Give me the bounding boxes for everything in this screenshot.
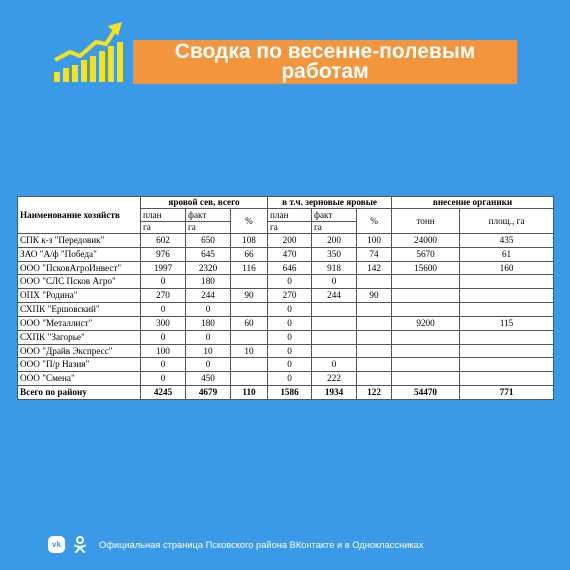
table-cell [312, 303, 357, 317]
name-header: Наименование хозяйств [18, 197, 141, 234]
table-cell: 0 [268, 303, 312, 317]
table-cell: 244 [312, 289, 357, 303]
group-header-grain: в т.ч. зерновые яровые [268, 197, 392, 209]
table-cell: 115 [460, 316, 554, 330]
table-cell: 0 [141, 275, 186, 289]
table-cell [231, 358, 268, 372]
table-cell [392, 358, 460, 372]
unit-ha: га [186, 222, 231, 234]
fact-header: факт [186, 209, 231, 222]
table-cell [231, 372, 268, 386]
table-cell: 122 [357, 386, 392, 400]
table-cell [357, 344, 392, 358]
unit-ha: га [268, 222, 312, 234]
table-cell: 0 [141, 372, 186, 386]
table-cell [357, 303, 392, 317]
table-cell: 602 [141, 234, 186, 248]
group-header-organic: внесение органики [392, 197, 554, 209]
table-row [18, 275, 554, 289]
table-cell: 90 [357, 289, 392, 303]
table-cell [357, 275, 392, 289]
table-row [18, 303, 554, 317]
farm-name: ООО "ПсковАгроИнвест" [18, 261, 141, 275]
table-cell: 0 [312, 275, 357, 289]
table-cell: 650 [186, 234, 231, 248]
table-cell: 645 [186, 247, 231, 261]
table-cell [312, 316, 357, 330]
table-cell [357, 358, 392, 372]
table-cell [392, 289, 460, 303]
table-cell [392, 330, 460, 344]
table-cell: 5670 [392, 247, 460, 261]
table-cell: 0 [268, 344, 312, 358]
table-cell [460, 330, 554, 344]
table-row [18, 261, 554, 275]
farm-name: ЗАО "А/ф "Победа" [18, 247, 141, 261]
footer [48, 536, 424, 553]
table-cell: 350 [312, 247, 357, 261]
table-cell: 470 [268, 247, 312, 261]
table-cell: 244 [186, 289, 231, 303]
tons-header: тонн [392, 209, 460, 234]
farm-name: СПК к-з "Передовик" [18, 234, 141, 248]
table-cell: 110 [231, 386, 268, 400]
farm-name: ООО "Металлист" [18, 316, 141, 330]
table-cell: 54470 [392, 386, 460, 400]
table-cell: 918 [312, 261, 357, 275]
table-cell [231, 330, 268, 344]
table-cell [231, 303, 268, 317]
table-row [18, 372, 554, 386]
table-cell [392, 344, 460, 358]
table-cell [392, 303, 460, 317]
table-cell: 180 [186, 275, 231, 289]
table-cell: 0 [268, 275, 312, 289]
table-cell: 15600 [392, 261, 460, 275]
table-cell: 116 [231, 261, 268, 275]
group-header-spring-sowing: яровой сев, всего [141, 197, 268, 209]
table-cell: 200 [312, 234, 357, 248]
table-cell: 300 [141, 316, 186, 330]
farm-name: ООО "СЛС Псков Агро" [18, 275, 141, 289]
plan-header: план [268, 209, 312, 222]
table-cell [460, 344, 554, 358]
table-cell [357, 316, 392, 330]
farm-name: ООО "Драйв Экспресс" [18, 344, 141, 358]
table-row [18, 234, 554, 248]
table-cell: 90 [231, 289, 268, 303]
table-cell: 60 [231, 316, 268, 330]
table-cell: 10 [231, 344, 268, 358]
farm-name: Всего по району [18, 386, 141, 400]
farm-name: ООО "П/р Назия" [18, 358, 141, 372]
table-cell: 100 [357, 234, 392, 248]
table-cell: 0 [268, 372, 312, 386]
table-cell: 0 [186, 303, 231, 317]
footer-text: Официальная страница Псковского района ВКонтакте и в Одноклассниках [99, 539, 424, 550]
table-row [18, 316, 554, 330]
table-cell: 1934 [312, 386, 357, 400]
area-header: площ., га [460, 209, 554, 234]
table-cell: 24000 [392, 234, 460, 248]
table-cell: 0 [186, 358, 231, 372]
vk-icon[interactable]: vk [48, 536, 65, 553]
table-cell: 0 [268, 330, 312, 344]
table-cell [460, 303, 554, 317]
table-cell: 435 [460, 234, 554, 248]
table-row [18, 289, 554, 303]
table-cell [460, 372, 554, 386]
table-cell: 450 [186, 372, 231, 386]
percent-header: % [357, 209, 392, 234]
farm-name: ООО "Смена" [18, 372, 141, 386]
summary-table [17, 196, 554, 400]
table-row [18, 344, 554, 358]
unit-ha: га [312, 222, 357, 234]
table-cell: 646 [268, 261, 312, 275]
table-cell: 0 [141, 303, 186, 317]
page-title: Сводка по весенне-полевым работам [133, 40, 517, 84]
table-cell: 200 [268, 234, 312, 248]
table-cell: 270 [141, 289, 186, 303]
table-cell: 142 [357, 261, 392, 275]
table-cell: 1586 [268, 386, 312, 400]
table-cell: 0 [268, 316, 312, 330]
table-cell: 100 [141, 344, 186, 358]
percent-header: % [231, 209, 268, 234]
unit-ha: га [141, 222, 186, 234]
farm-name: СХПК "Ершовский" [18, 303, 141, 317]
table-cell: 160 [460, 261, 554, 275]
table-cell [392, 372, 460, 386]
table-cell: 66 [231, 247, 268, 261]
table-row [18, 247, 554, 261]
growth-chart-icon [52, 22, 124, 82]
plan-header: план [141, 209, 186, 222]
table-cell [312, 344, 357, 358]
table-cell [357, 372, 392, 386]
summary-table-container [17, 196, 553, 400]
table-row [18, 358, 554, 372]
table-cell: 771 [460, 386, 554, 400]
table-cell: 0 [141, 358, 186, 372]
total-row [18, 386, 554, 400]
table-cell: 222 [312, 372, 357, 386]
table-cell: 270 [268, 289, 312, 303]
table-cell: 0 [141, 330, 186, 344]
table-cell [460, 275, 554, 289]
table-cell [231, 275, 268, 289]
table-cell: 0 [268, 358, 312, 372]
table-cell [460, 289, 554, 303]
table-cell: 4245 [141, 386, 186, 400]
table-cell: 976 [141, 247, 186, 261]
table-cell: 2320 [186, 261, 231, 275]
table-cell [460, 358, 554, 372]
table-cell: 1997 [141, 261, 186, 275]
table-cell: 108 [231, 234, 268, 248]
table-cell: 10 [186, 344, 231, 358]
table-cell: 0 [186, 330, 231, 344]
fact-header: факт [312, 209, 357, 222]
table-cell: 61 [460, 247, 554, 261]
farm-name: ОПХ "Родина" [18, 289, 141, 303]
table-cell: 0 [312, 358, 357, 372]
farm-name: СХПК "Загорье" [18, 330, 141, 344]
table-cell: 4679 [186, 386, 231, 400]
table-cell: 74 [357, 247, 392, 261]
odnoklassniki-icon[interactable] [73, 536, 87, 553]
table-cell: 180 [186, 316, 231, 330]
table-cell: 9200 [392, 316, 460, 330]
table-row [18, 330, 554, 344]
table-cell [357, 330, 392, 344]
table-cell [312, 330, 357, 344]
table-cell [392, 275, 460, 289]
